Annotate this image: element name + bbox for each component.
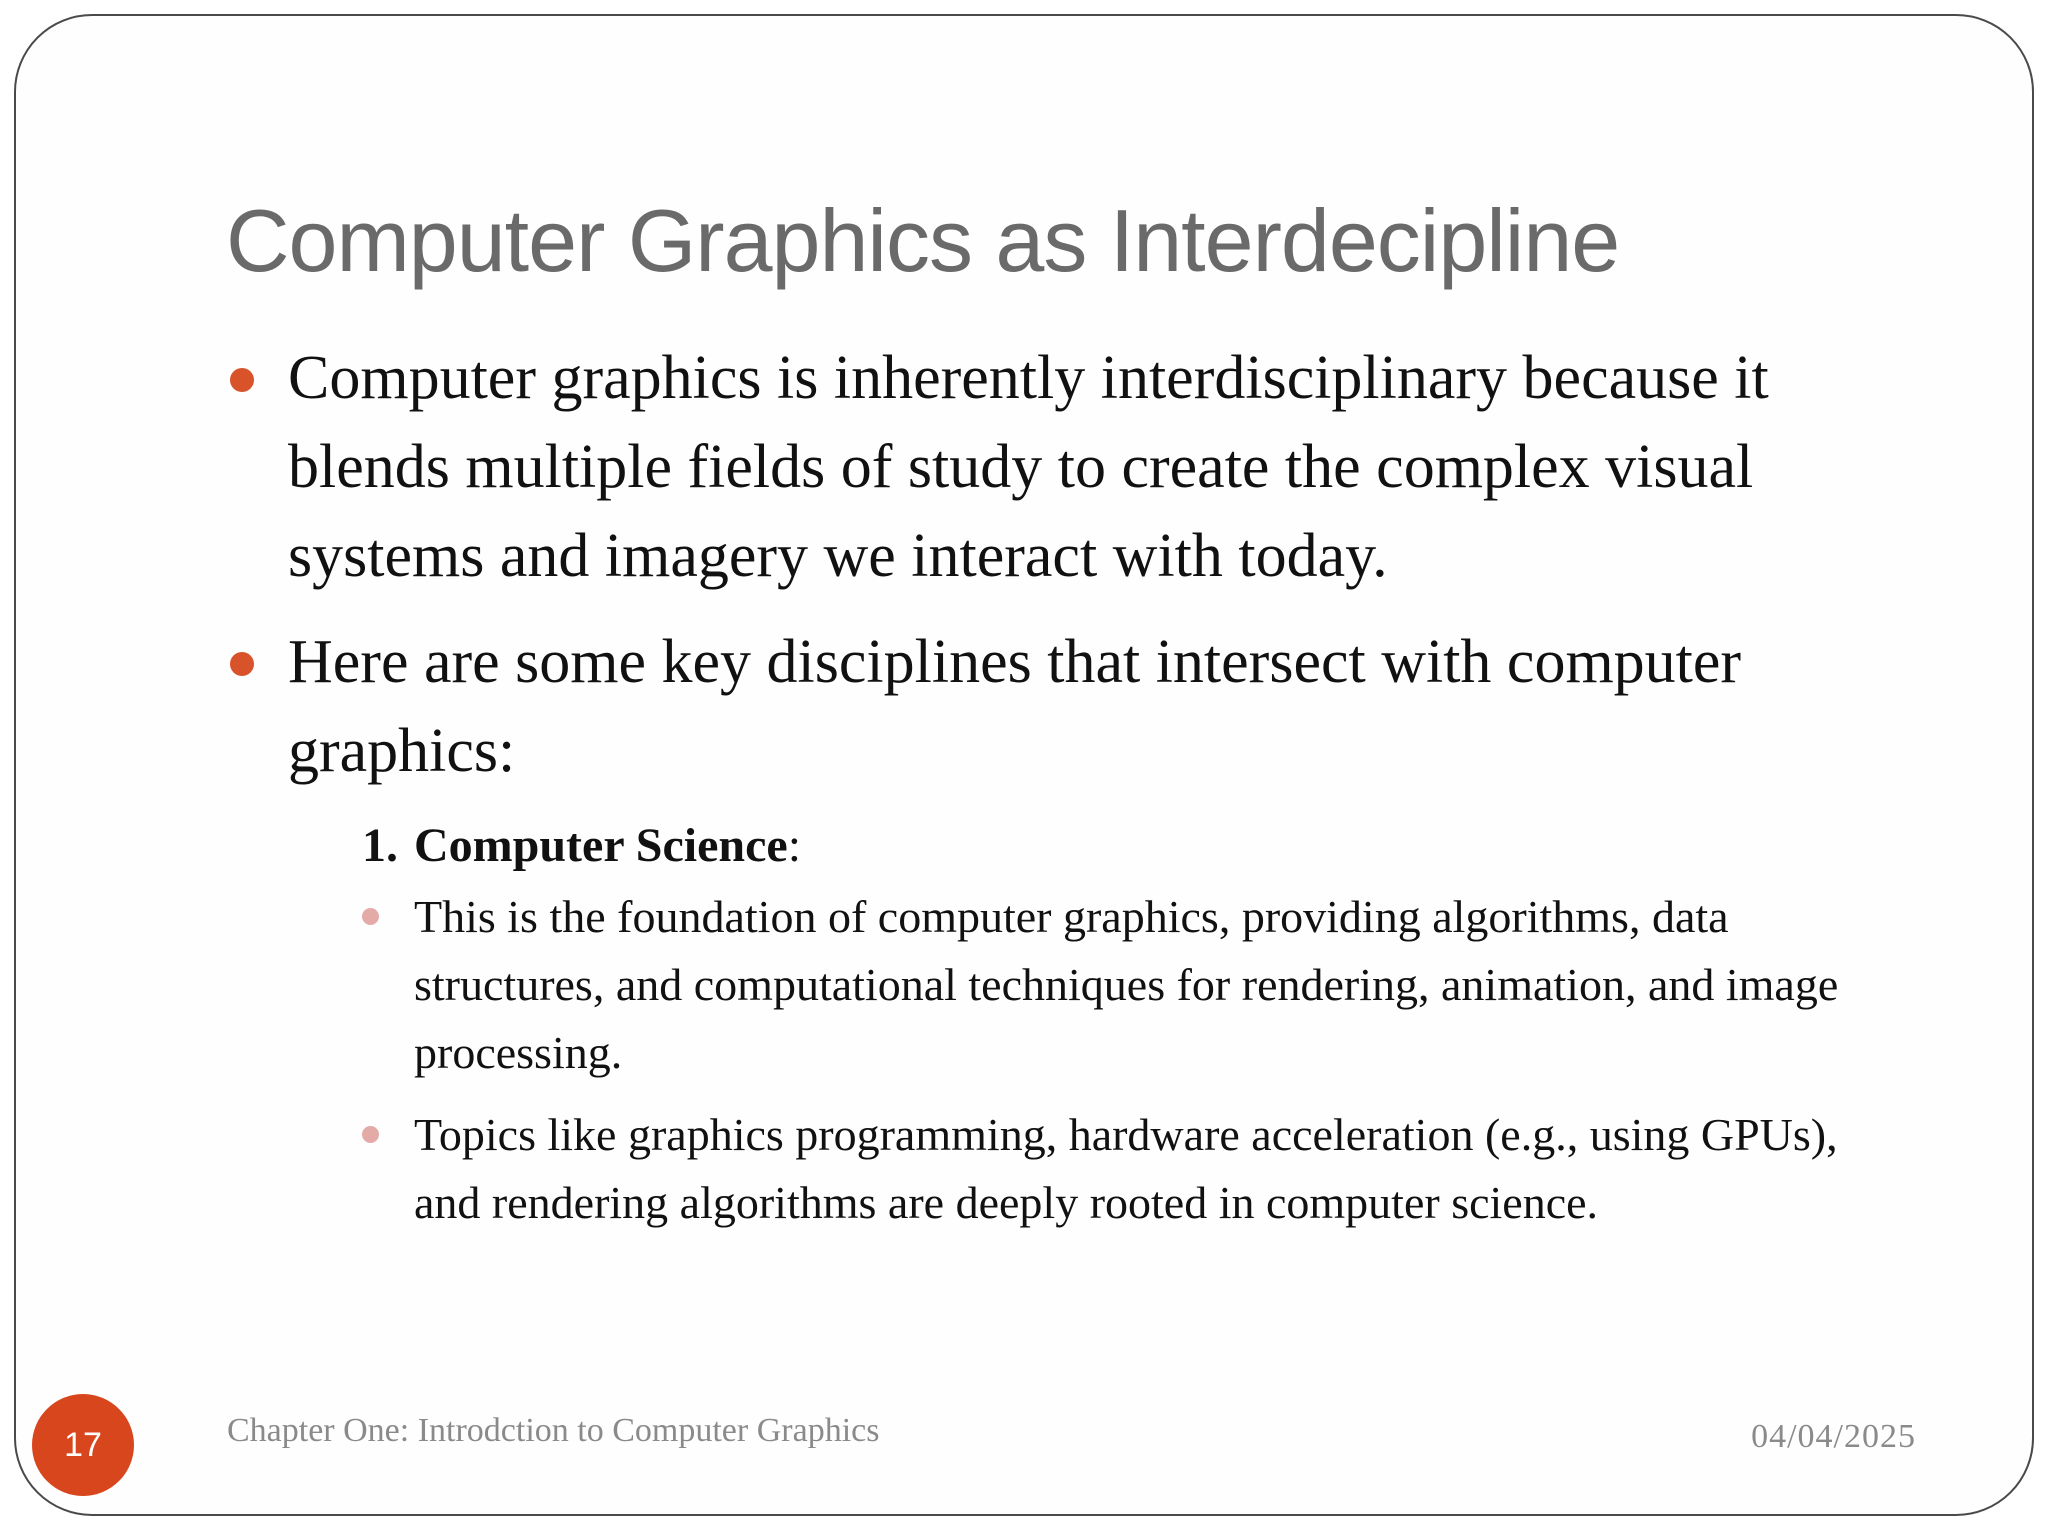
sub-bullet-item — [362, 883, 1906, 1087]
sub-bullet-dot-icon — [362, 908, 379, 925]
sub-bullet-text: Topics like graphics programming, hardware acceleration (e.g., using GPUs), and rendering algorithms are deeply rooted in computer science. — [414, 1109, 1838, 1228]
heading-colon: : — [787, 819, 802, 872]
bullet-dot-icon — [230, 652, 254, 676]
footer-date: 04/04/2025 — [1751, 1418, 1916, 1455]
discipline-heading: Computer Science — [414, 819, 788, 872]
page-number-badge: 17 — [32, 1394, 134, 1496]
slide-title: Computer Graphics as Interdecipline — [226, 191, 1620, 290]
bullet-text: Computer graphics is inherently interdisciplinary because it blends multiple fields of study to create the complex visual systems and imagery we interact with today. — [288, 344, 1769, 590]
sub-bullet-item — [362, 1101, 1906, 1237]
list-number: 1. — [362, 819, 398, 872]
slide-body — [226, 334, 1906, 1251]
bullet-item — [226, 618, 1906, 796]
footer-chapter-title: Chapter One: Introdction to Computer Graphics — [227, 1412, 880, 1449]
bullet-text: Here are some key disciplines that intersect with computer graphics: — [288, 628, 1742, 785]
sub-bullet-dot-icon — [362, 1126, 379, 1143]
numbered-heading — [362, 813, 1906, 879]
bullet-dot-icon — [230, 368, 254, 392]
bullet-item — [226, 334, 1906, 601]
sub-bullet-text: This is the foundation of computer graphics, providing algorithms, data structures, and computational techniques for rendering, animation, and image processing. — [414, 891, 1839, 1078]
